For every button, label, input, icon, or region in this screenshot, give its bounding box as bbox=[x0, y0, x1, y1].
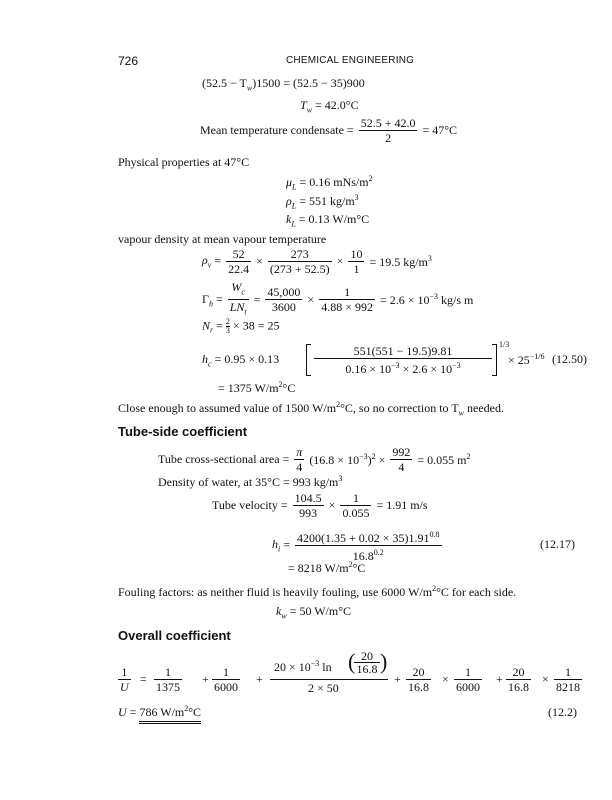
equation-gamma-h: $\Gamma_h$ = $\frac{W_c}{LN_t}$ = $\frac{45,000}{3600}$ × $\frac{1}{4.88 \times 992}$ = $2.6 \times 10^{-3}$ kg/s m bbox=[202, 280, 474, 317]
vapour-density-label: vapour density at mean vapour temperature bbox=[118, 232, 327, 246]
equation-tw: $T_w = 42.0^\circ C$ bbox=[300, 98, 359, 115]
equation-hc-tail: × $25^{-1/6}$ bbox=[508, 352, 545, 367]
equation-kw: $k_w = 50$ W/m°C bbox=[276, 604, 352, 621]
physical-properties-label: Physical properties at 47°C bbox=[118, 155, 250, 169]
running-title: CHEMICAL ENGINEERING bbox=[286, 55, 415, 66]
equation-rho-l: $\rho_L = 551$ $kg/m^3$ bbox=[286, 193, 359, 211]
equation-rho-v: $\rho_v$ = $\frac{52}{22.4}$ × $\frac{273}{(273 + 52.5)}$ × $\frac{10}{1}$ = 19.5 $kg/m^3$ bbox=[202, 247, 432, 276]
equation-nr: $N_r$ = $\frac{2}{3}$ × 38 = 25 bbox=[202, 317, 280, 335]
equation-hi-result: = 8218 $W/m^2^\circ C$ bbox=[288, 560, 366, 575]
equation-u-result: U = 786 $W/m^2^\circ C$ bbox=[118, 704, 201, 724]
equation-ref-12-50: (12.50) bbox=[552, 352, 587, 366]
section-heading-overall: Overall coefficient bbox=[118, 628, 231, 643]
close-enough-text: Close enough to assumed value of 1500 $W/m^2^\circ C$, so no correction to $T_w$ needed. bbox=[118, 400, 504, 418]
equation-hc-result: = 1375 $W/m^2^\circ C$ bbox=[218, 380, 296, 395]
equation-k-l: $k_L = 0.13$ W/m°C bbox=[286, 212, 370, 229]
equation-overall: $\frac{1}{U}$ = $\frac{1}{1375}$ + $\frac{1}{6000}$ + $20 \times 10^{-3}$ ln ( 20 16.8 ) 2 × 50 + $\frac{20}{16.8}$ × $\frac{1}{6000}$ + $\frac{20}{16.8}$ × $\frac{1}{8218}$ bbox=[120, 649, 580, 695]
equation-tube-velocity: Tube velocity = $\frac{104.5}{993}$ × $\frac{1}{0.055}$ = 1.91 m/s bbox=[212, 491, 428, 520]
section-heading-tube-side: Tube-side coefficient bbox=[118, 424, 248, 439]
equation-hi: $h_i$ = $\frac{4200(1.35 + 0.02 \times 35)1.91^{0.8}}{16.8^{0.2}}$ bbox=[272, 530, 440, 563]
page-number: 726 bbox=[118, 54, 139, 68]
equation-mean-temperature: Mean temperature condensate = $\frac{52.5 + 42.0}{2}$ = 47°C bbox=[200, 116, 458, 145]
fouling-factors-text: Fouling factors: as neither fluid is heavily fouling, use 6000 $W/m^2^\circ C$ for each side. bbox=[118, 584, 517, 599]
equation-heat-balance: $(52.5 - T_w)1500 = (52.5 - 35)900$ bbox=[202, 76, 365, 93]
equation-mu-l: $\mu_L = 0.16$ mNs/$m^2$ bbox=[286, 174, 373, 192]
equation-tube-area: Tube cross-sectional area = $\frac{\pi}{4}$ $(16.8 \times 10^{-3})^2$ × $\frac{992}{4}$ = 0.055 $m^2$ bbox=[158, 445, 471, 474]
equation-ref-12-17: (12.17) bbox=[540, 537, 575, 551]
density-water-text: Density of water, at 35°C = 993 $kg/m^3$ bbox=[158, 474, 343, 489]
equation-ref-12-2: (12.2) bbox=[548, 705, 577, 719]
